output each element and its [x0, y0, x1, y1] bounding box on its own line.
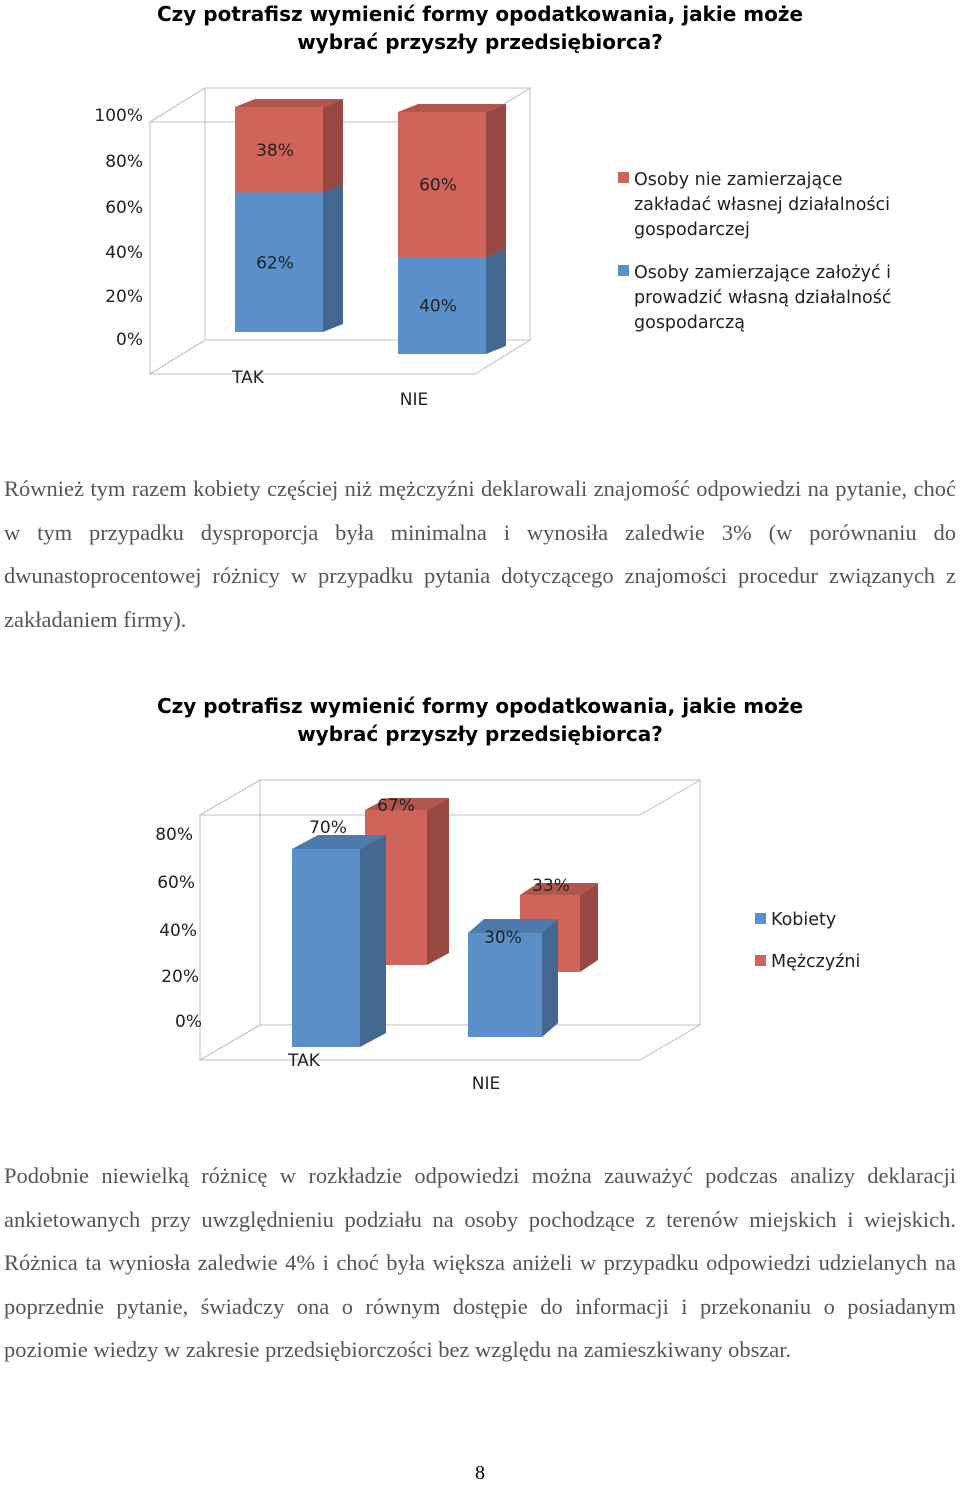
chart2-category-label: NIE: [471, 1074, 501, 1094]
chart1-legend-text: gospodarczej: [634, 220, 750, 240]
chart2-bar: [292, 835, 386, 1047]
chart1-legend-item: [618, 263, 891, 333]
paragraph-2: Podobnie niewielką różnicę w rozkładzie odpowiedzi można zauważyć podczas analizy deklaracji ankietowanych przy uwzględnieniu podziału na osoby pochodzące z terenów miejskich i wiejskich. Różnica ta wyniosła zaledwie 4% i choć była większa aniżeli w przypadku odpowiedzi udzielanych na poprzednie pytanie, świadczy ona o równym dostępie do informacji i przekonaniu o posiadanym poziomie wiedzy w zakresie przedsiębiorczości bez względu na zamieszkiwany obszar.: [4, 1163, 956, 1362]
chart1-stacked-3d-bar: [0, 0, 960, 430]
chart2-left-wall: [200, 780, 260, 1060]
chart1-legend-text: gospodarczą: [634, 313, 745, 333]
chart2-clustered-3d-bar: [0, 760, 960, 1120]
chart2-ytick-label: 80%: [155, 825, 193, 845]
chart1-data-label: 38%: [256, 140, 294, 161]
chart1-legend-text: Osoby nie zamierzające: [634, 170, 843, 190]
page-number: 8: [475, 1462, 485, 1484]
paragraph-1: Również tym razem kobiety częściej niż mężczyźni deklarowali znajomość odpowiedzi na pytanie, choć w tym przypadku dysproporcja była minimalna i wynosiła zaledwie 3% (w porównaniu do dwunastoprocentowej różnicy w przypadku pytania dotyczącego znajomości procedur związanych z zakładaniem firmy).: [4, 476, 956, 632]
chart2-legend-item: [755, 952, 860, 972]
chart2-legend-text: Mężczyźni: [771, 952, 861, 972]
chart1-title-line1: Czy potrafisz wymienić formy opodatkowania, jakie może: [156, 2, 804, 26]
chart2-data-label: 67%: [377, 796, 415, 816]
chart2-data-label: 30%: [484, 928, 522, 948]
chart1-ytick-label: 40%: [105, 243, 143, 263]
chart1-ytick-label: 80%: [105, 152, 143, 172]
chart2-ytick-label: 20%: [161, 967, 199, 987]
chart1-legend-text: Osoby zamierzające założyć i: [634, 263, 892, 283]
chart1-ytick-label: 100%: [94, 106, 143, 126]
chart1-legend-item: [618, 170, 890, 240]
chart2-legend-text: Kobiety: [771, 910, 837, 930]
chart1-legend-swatch: [618, 265, 629, 276]
chart2-legend-item: [755, 910, 836, 930]
chart2-legend-swatch: [755, 913, 766, 924]
chart2-floor: [200, 1025, 700, 1060]
chart1-ytick-label: 60%: [105, 198, 143, 218]
chart1-left-wall: [150, 88, 205, 374]
chart2-ytick-label: 60%: [157, 873, 195, 893]
chart2-legend-swatch: [755, 955, 766, 966]
chart1-legend-swatch: [618, 172, 629, 183]
chart2-ytick-label: 40%: [159, 921, 197, 941]
chart2-title-line2: wybrać przyszły przedsiębiorca?: [297, 722, 663, 746]
chart1-data-label: 40%: [419, 296, 457, 317]
chart1-legend-text: zakładać własnej działalności: [634, 195, 891, 215]
chart2-ytick-label: 0%: [175, 1012, 202, 1032]
chart2-back-wall: [200, 780, 700, 815]
chart1-category-label: NIE: [399, 390, 429, 410]
chart2-category-label: TAK: [288, 1051, 320, 1071]
chart1-category-label: TAK: [232, 368, 264, 388]
chart1-ytick-label: 20%: [105, 287, 143, 307]
chart2-data-label: 70%: [309, 818, 347, 838]
chart2-title-line1: Czy potrafisz wymienić formy opodatkowania, jakie może: [156, 694, 804, 718]
chart1-legend-text: prowadzić własną działalność: [634, 288, 892, 308]
chart1-data-label: 60%: [419, 175, 457, 196]
chart2-data-label: 33%: [532, 876, 570, 896]
chart1-data-label: 62%: [256, 253, 294, 274]
chart1-ytick-label: 0%: [116, 330, 143, 350]
chart1-title-line2: wybrać przyszły przedsiębiorca?: [297, 30, 663, 54]
chart2-title: [120, 692, 840, 748]
